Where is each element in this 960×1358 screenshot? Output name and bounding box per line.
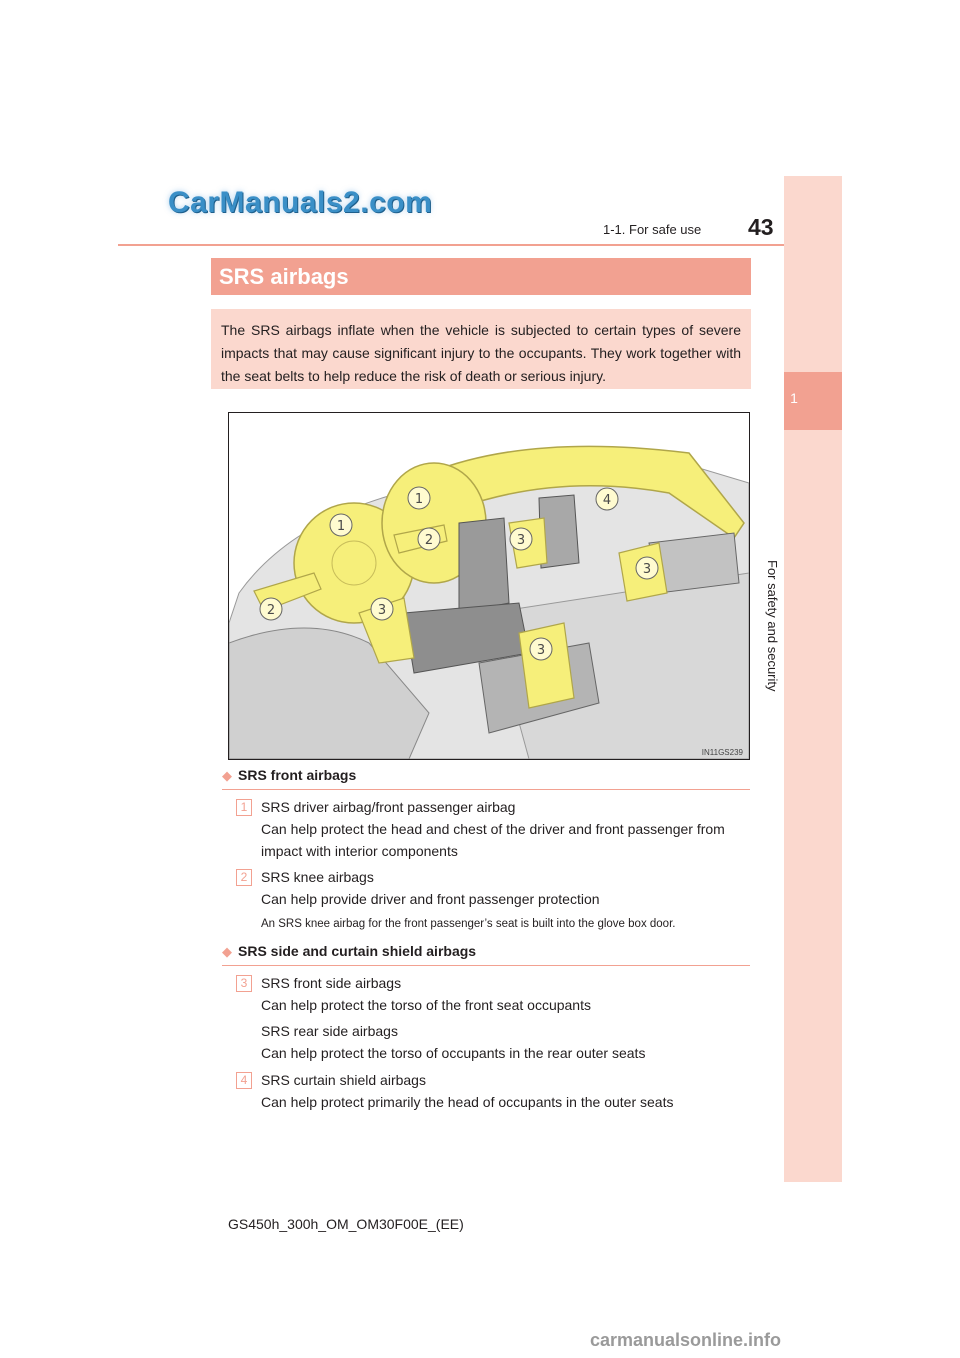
badge-4: 4 xyxy=(236,1072,252,1089)
subheading-side-curtain-airbags: ◆ SRS side and curtain shield airbags xyxy=(222,943,477,959)
subheading-rule xyxy=(222,789,750,790)
item-front-side-airbags xyxy=(261,972,751,1016)
svg-text:4: 4 xyxy=(602,493,612,508)
knee-airbag-note: An SRS knee airbag for the front passenger’s seat is built into the glove box door. xyxy=(261,918,676,930)
callout-3b xyxy=(636,557,658,579)
svg-text:2: 2 xyxy=(266,603,276,618)
item-desc: Can help protect the head and chest of the driver and front passenger from impact with interior components xyxy=(261,821,725,859)
item-name: SRS front side airbags xyxy=(261,975,402,991)
svg-text:3: 3 xyxy=(642,562,652,577)
side-tab xyxy=(784,176,842,1182)
callout-3c xyxy=(371,598,393,620)
callout-4 xyxy=(596,488,618,510)
callout-3a xyxy=(510,528,532,550)
item-rear-side-airbags xyxy=(261,1020,751,1064)
diamond-icon: ◆ xyxy=(222,768,232,783)
svg-text:2: 2 xyxy=(424,533,434,548)
item-desc: Can help protect the torso of the front seat occupants xyxy=(261,997,591,1013)
item-desc: Can help provide driver and front passenger protection xyxy=(261,891,600,907)
item-name: SRS knee airbags xyxy=(261,869,374,885)
side-tab-label: For safety and security xyxy=(765,560,780,692)
item-curtain-shield-airbags xyxy=(261,1069,751,1113)
subheading-front-airbags: ◆ SRS front airbags xyxy=(222,767,357,783)
callout-3d xyxy=(530,638,552,660)
callout-2b xyxy=(260,598,282,620)
rear-side-airbag-left xyxy=(519,623,574,708)
svg-text:1: 1 xyxy=(336,519,346,534)
item-name: SRS driver airbag/front passenger airbag xyxy=(261,799,516,815)
header-rule xyxy=(118,244,842,246)
watermark-logo: CarManuals2.com xyxy=(168,186,433,219)
callout-1b xyxy=(330,514,352,536)
svg-text:3: 3 xyxy=(377,603,387,618)
section-header: 1-1. For safe use xyxy=(603,222,702,237)
item-driver-passenger-airbag xyxy=(261,796,751,862)
svg-text:1: 1 xyxy=(414,492,424,507)
airbag-figure xyxy=(228,412,750,760)
car-interior-illustration xyxy=(229,413,749,759)
callout-2a xyxy=(418,528,440,550)
item-desc: Can help protect primarily the head of occupants in the outer seats xyxy=(261,1094,674,1110)
badge-1: 1 xyxy=(236,799,252,816)
badge-3: 3 xyxy=(236,975,252,992)
page-number: 43 xyxy=(748,214,774,240)
item-name: SRS rear side airbags xyxy=(261,1023,398,1039)
intro-box: The SRS airbags inflate when the vehicle is subjected to certain types of severe impacts that may cause significant injury to the occupants. They work together with the seat belts to help reduce the risk of death or serious injury. xyxy=(211,309,751,389)
svg-text:3: 3 xyxy=(516,533,526,548)
callout-1a xyxy=(408,487,430,509)
svg-text:3: 3 xyxy=(536,643,546,658)
item-name: SRS curtain shield airbags xyxy=(261,1072,426,1088)
diamond-icon: ◆ xyxy=(222,944,232,959)
watermark-bottom: carmanualsonline.info xyxy=(590,1330,782,1350)
side-tab-number: 1 xyxy=(790,390,798,406)
figure-code: IN11GS239 xyxy=(701,748,743,757)
badge-2: 2 xyxy=(236,869,252,886)
item-knee-airbags xyxy=(261,866,751,910)
item-desc: Can help protect the torso of occupants in the rear outer seats xyxy=(261,1045,646,1061)
page-title: SRS airbags xyxy=(211,258,751,295)
footer-code: GS450h_300h_OM_OM30F00E_(EE) xyxy=(228,1216,464,1232)
subheading-rule xyxy=(222,965,750,966)
